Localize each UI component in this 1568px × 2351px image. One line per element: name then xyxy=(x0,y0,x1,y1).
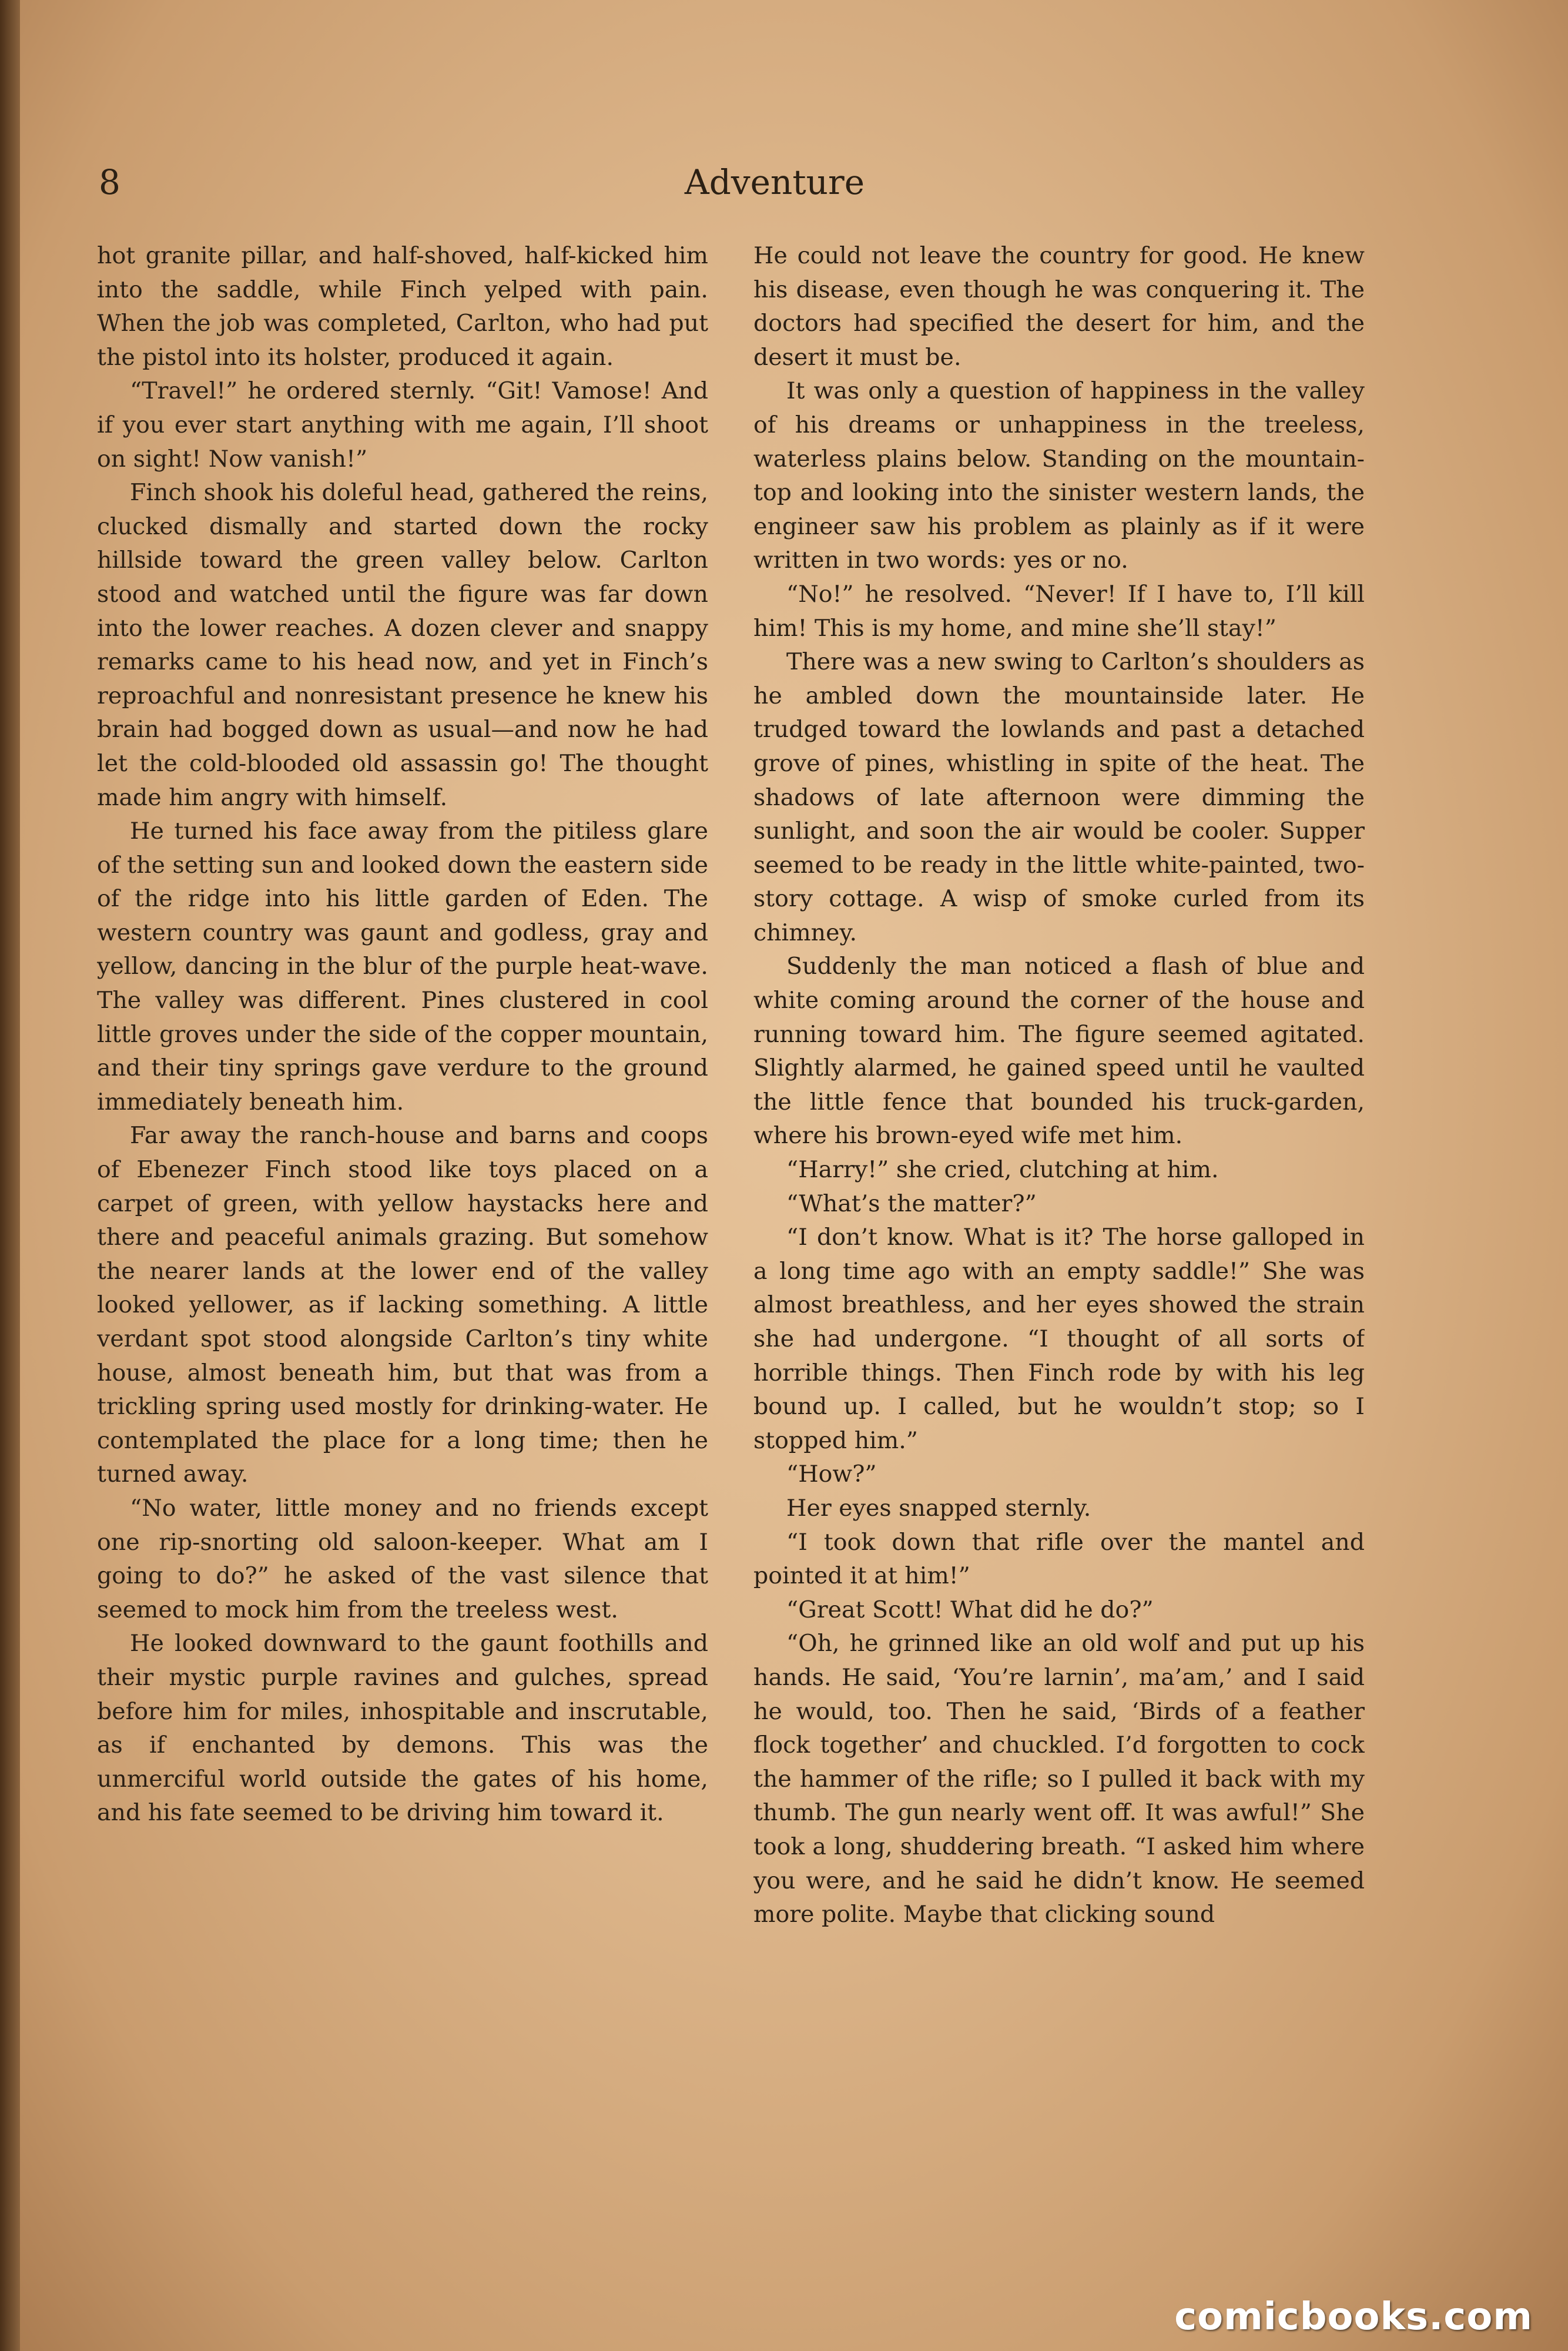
paragraph: “What’s the matter?” xyxy=(786,1190,1037,1217)
paragraph: He looked downward to the gaunt foothills and their mystic purple ravines and gulches, spread before him for miles, inhospitable and inscrutable, as if enchanted by demons. This was the unmerciful world outside the gates of his home, and his fate seemed to be driving him toward it. xyxy=(97,1630,708,1827)
paragraph: Suddenly the man noticed a flash of blue and white coming around the corner of the house and running toward him. The figure seemed agitated. Slightly alarmed, he gained speed until he vaulted the little fence that bounded his truck-garden, where his brown-eyed wife met him. xyxy=(753,953,1365,1150)
paragraph: Far away the ranch-house and barns and coops of Ebenezer Finch stood like toys placed on a carpet of green, with yellow haystacks here and there and peaceful animals grazing. But somehow the nearer lands at the lower end of the valley looked yellower, as if lacking something. A little verdant spot stood alongside Carlton’s tiny white house, almost beneath him, but that was from a trickling spring used mostly for drinking-water. He contemplated the place for a long time; then he turned away. xyxy=(97,1122,708,1488)
paragraph: There was a new swing to Carlton’s shoulders as he ambled down the mountainside later. He trudged toward the lowlands and past a detached grove of pines, whistling in spite of the heat. The shadows of late afternoon were dimming the sunlight, and soon the air would be cooler. Supper seemed to be ready in the little white-painted, two-story cottage. A wisp of smoke curled from its chimney. xyxy=(753,648,1365,946)
paragraph: He could not leave the country for good. He knew his disease, even though he was conquering it. The doctors had specified the desert for him, and the desert it must be. xyxy=(753,242,1365,371)
paragraph: “No!” he resolved. “Never! If I have to, I’ll kill him! This is my home, and mine she’ll stay!” xyxy=(753,580,1365,642)
paragraph: “I took down that rifle over the mantel and pointed it at him!” xyxy=(753,1528,1365,1590)
right-text-column xyxy=(753,239,1365,2196)
paragraph: It was only a question of happiness in the valley of his dreams or unhappiness in the treeless, waterless plains below. Standing on the mountain-top and looking into the sinister western lands, the engineer saw his problem as plainly as if it were written in two words: yes or no. xyxy=(753,377,1365,574)
paragraph: Finch shook his doleful head, gathered the reins, clucked dismally and started down the rocky hillside toward the green valley below. Carlton stood and watched until the figure was far down into the lower reaches. A dozen clever and snappy remarks came to his head now, and yet in Finch’s reproachful and nonresistant presence he knew his brain had bogged down as usual—and now he had let the cold-blooded old assassin go! The thought made him angry with himself. xyxy=(97,479,708,811)
paragraph: hot granite pillar, and half-shoved, half-kicked him into the saddle, while Finch yelped with pain. When the job was completed, Carlton, who had put the pistol into its holster, produced it again. xyxy=(97,242,708,371)
paragraph: Her eyes snapped sternly. xyxy=(786,1494,1091,1522)
paragraph: “How?” xyxy=(786,1461,877,1488)
paragraph: “No water, little money and no friends except one rip-snorting old saloon-keeper. What am I going to do?” he asked of the vast silence that seemed to mock him from the treeless west. xyxy=(97,1494,708,1623)
watermark: comicbooks.com xyxy=(1174,2295,1533,2339)
running-title: Adventure xyxy=(684,162,865,202)
page-header xyxy=(99,159,1380,206)
paragraph: “Harry!” she cried, clutching at him. xyxy=(786,1156,1219,1184)
left-text-column xyxy=(97,239,708,2196)
paragraph: “I don’t know. What is it? The horse galloped in a long time ago with an empty saddle!” She was almost breathless, and her eyes showed the strain she had undergone. “I thought of all sorts of horrible things. Then Finch rode by with his leg bound up. I called, but he wouldn’t stop; so I stopped him.” xyxy=(753,1224,1365,1454)
page-number: 8 xyxy=(99,162,120,202)
paragraph: “Great Scott! What did he do?” xyxy=(786,1596,1154,1623)
page-binding-edge xyxy=(0,0,20,2351)
paragraph: “Travel!” he ordered sternly. “Git! Vamose! And if you ever start anything with me again, I’ll shoot on sight! Now vanish!” xyxy=(97,377,708,473)
paragraph: “Oh, he grinned like an old wolf and put up his hands. He said, ‘You’re larnin’, ma’am,’ and I said he would, too. Then he said, ‘Birds of a feather flock together’ and chuckled. I’d forgotten to cock the hammer of the rifle; so I pulled it back with my thumb. The gun nearly went off. It was awful!” She took a long, shuddering breath. “I asked him where you were, and he said he didn’t know. He seemed more polite. Maybe that clicking sound xyxy=(753,1630,1365,1928)
paragraph: He turned his face away from the pitiless glare of the setting sun and looked down the eastern side of the ridge into his little garden of Eden. The western country was gaunt and godless, gray and yellow, dancing in the blur of the purple heat-wave. The valley was different. Pines clustered in cool little groves under the side of the copper mountain, and their tiny springs gave verdure to the ground immediately beneath him. xyxy=(97,818,708,1116)
